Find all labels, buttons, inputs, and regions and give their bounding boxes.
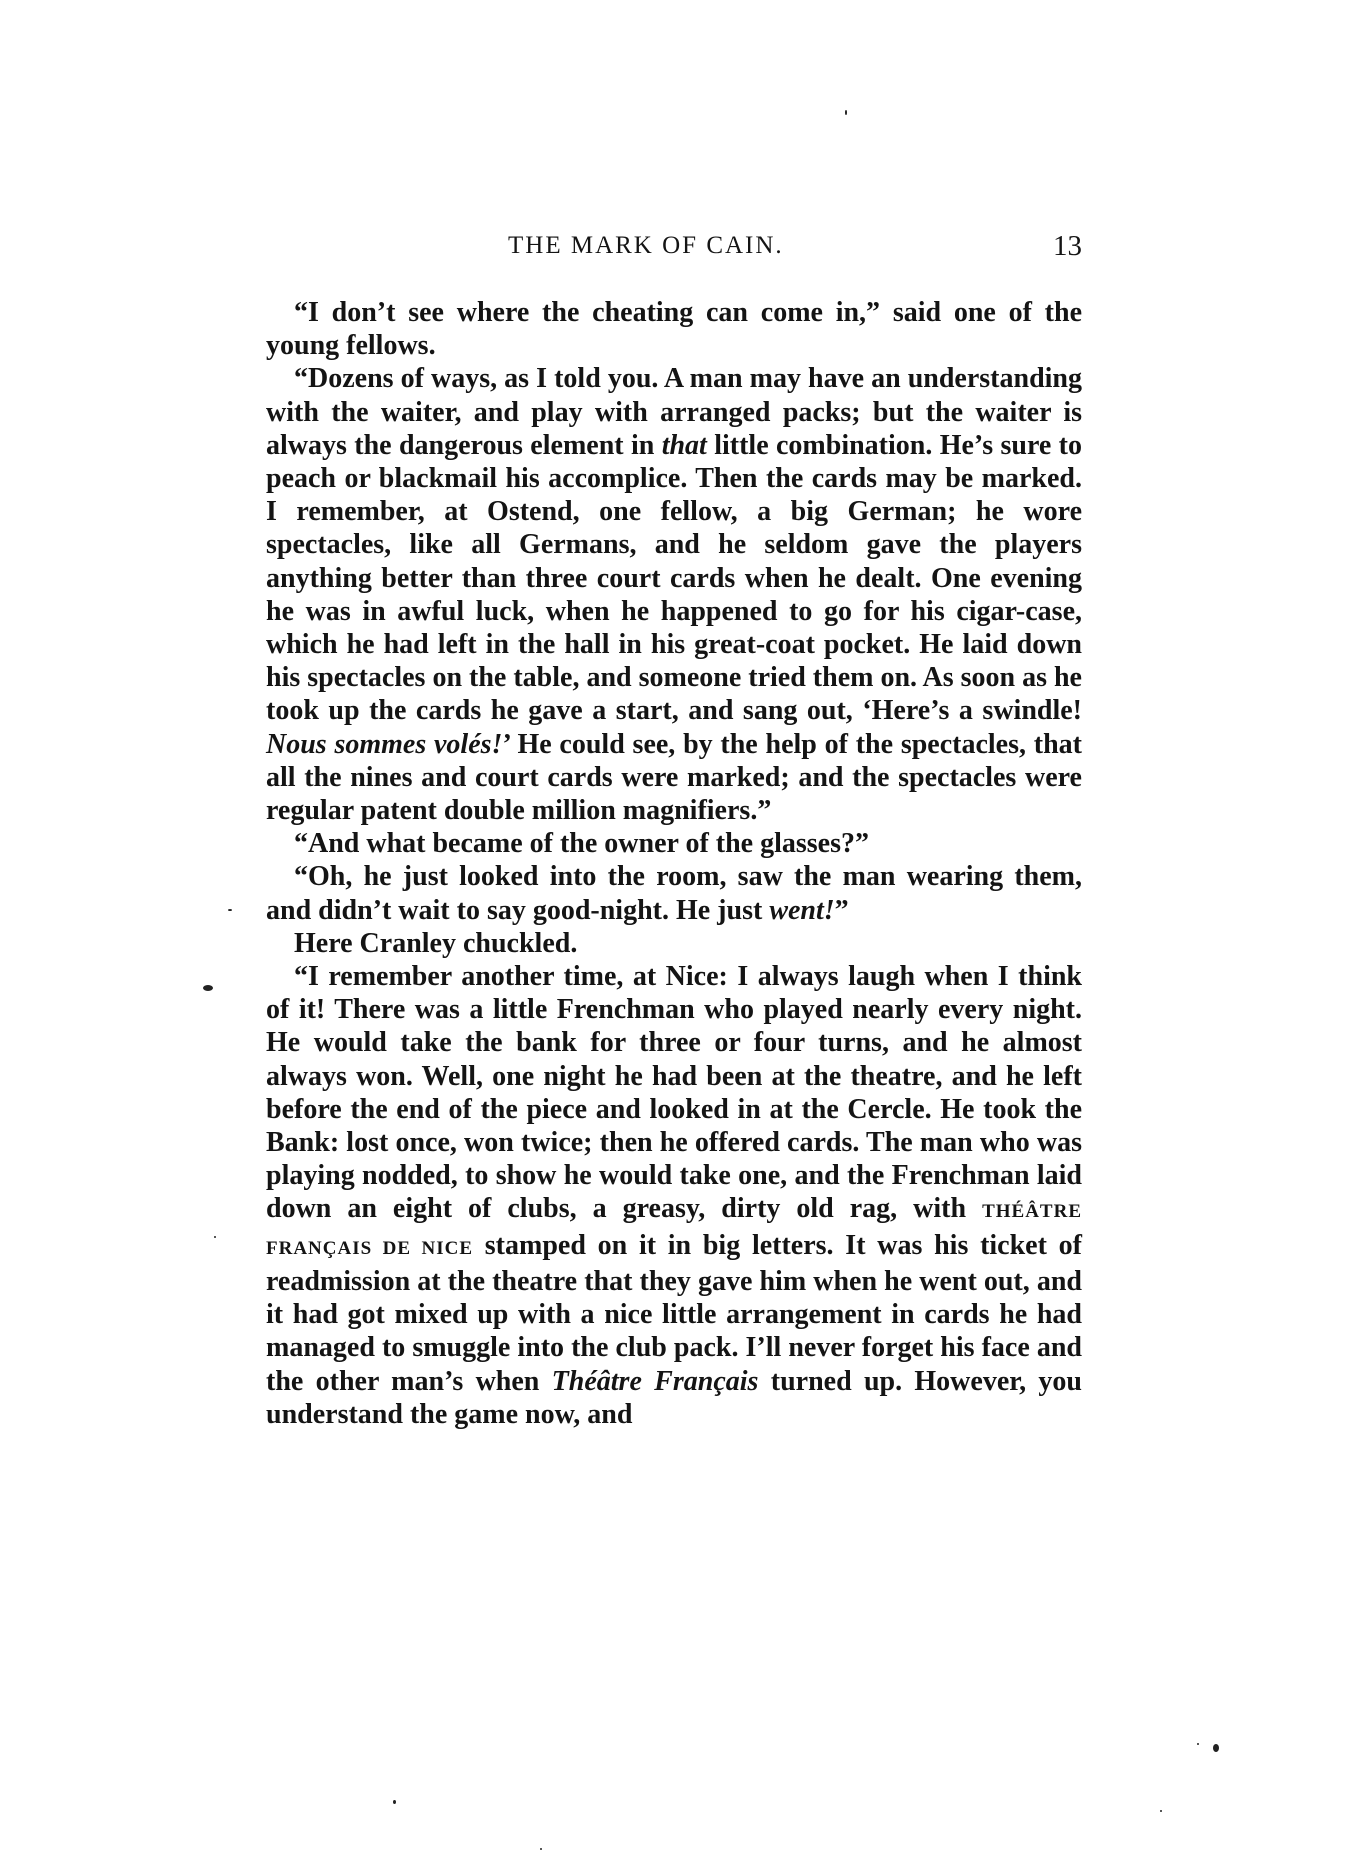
ink-speck — [845, 110, 847, 115]
paragraph-6 — [266, 960, 1082, 1431]
ink-speck — [1213, 1744, 1219, 1752]
paragraph-1-text: “I don’t see where the cheating can come in,” said one of the young fellows. — [266, 297, 1082, 362]
paragraph-3 — [266, 827, 1082, 860]
running-title: THE MARK OF CAIN. — [508, 232, 784, 259]
paragraph-4-text-b: ” — [834, 894, 849, 926]
paragraph-1 — [266, 296, 1082, 362]
ink-speck — [1160, 1810, 1162, 1812]
page-number: 13 — [1053, 230, 1082, 262]
ink-speck — [1197, 1743, 1199, 1745]
ink-speck — [203, 985, 213, 991]
paragraph-6-text-b: stamped on it in big letters. It was his ticket of readmission at the theatre that they gave him when he went out, and it had got mixed up with a nice little arrangement in cards he had managed to smuggle into the club pack. I’ll never forget his face and the other man’s when — [266, 1229, 1082, 1397]
ink-speck — [393, 1800, 396, 1804]
paragraph-5-text: Here Cranley chuckled. — [294, 927, 578, 959]
paragraph-6-text-c: turned up. However, you understand the game now, and — [266, 1365, 1082, 1430]
paragraph-6-smallcaps-ticket: THÉÂTRE FRANÇAIS DE NICE — [266, 1201, 1082, 1259]
ink-speck — [214, 1236, 216, 1238]
page-header — [270, 226, 1082, 266]
paragraph-3-text: “And what became of the owner of the glasses?” — [294, 828, 869, 860]
paragraph-2-emphasis-that: that — [661, 429, 707, 461]
paragraph-4-emphasis-went: went! — [769, 894, 835, 926]
paragraph-5 — [266, 927, 1082, 960]
paragraph-2-text-c: ’ He could see, by the help of the spectacles, that all the nines and court cards were marked; and the spectacles were regular patent double million magnifiers.” — [266, 728, 1082, 827]
ink-speck — [228, 909, 232, 911]
paragraph-2-text-a: “Dozens of ways, as I told you. A man may have an understanding with the waiter, and play with arranged packs; but the waiter is always the dangerous element in — [266, 363, 1082, 461]
paragraph-2-text-b: little combination. He’s sure to peach or blackmail his accomplice. Then the cards may be marked. I remember, at Ostend, one fellow, a big German; he wore spectacles, like all Germans, and he seldom gave the players anything better than three court cards when he dealt. One evening he was in awful luck, when he happened to go for his cigar-case, which he had left in the hall in his great-coat pocket. He laid down his spectacles on the table, and someone tried them on. As soon as he took up the cards he gave a start, and sang out, ‘Here’s a swindle! — [266, 429, 1082, 727]
paragraph-2-emphasis-french: Nous sommes volés! — [266, 728, 503, 760]
paragraph-2 — [266, 362, 1082, 827]
paragraph-4-text-a: “Oh, he just looked into the room, saw the man wearing them, and didn’t wait to say good-night. He just — [266, 861, 1082, 926]
paragraph-6-emphasis-theatre: Théâtre Français — [551, 1365, 759, 1397]
paragraph-4 — [266, 860, 1082, 926]
paragraph-6-text-a: “I remember another time, at Nice: I always laugh when I think of it! There was a little Frenchman who played nearly every night. He would take the bank for three or four turns, and he almost always won. Well, one night he had been at the theatre, and he left before the end of the piece and looked in at the Cercle. He took the Bank: lost once, won twice; then he offered cards. The man who was playing nodded, to show he would take one, and the Frenchman laid down an eight of clubs, a greasy, dirty old rag, with — [266, 961, 1082, 1225]
body-text — [266, 296, 1082, 1431]
